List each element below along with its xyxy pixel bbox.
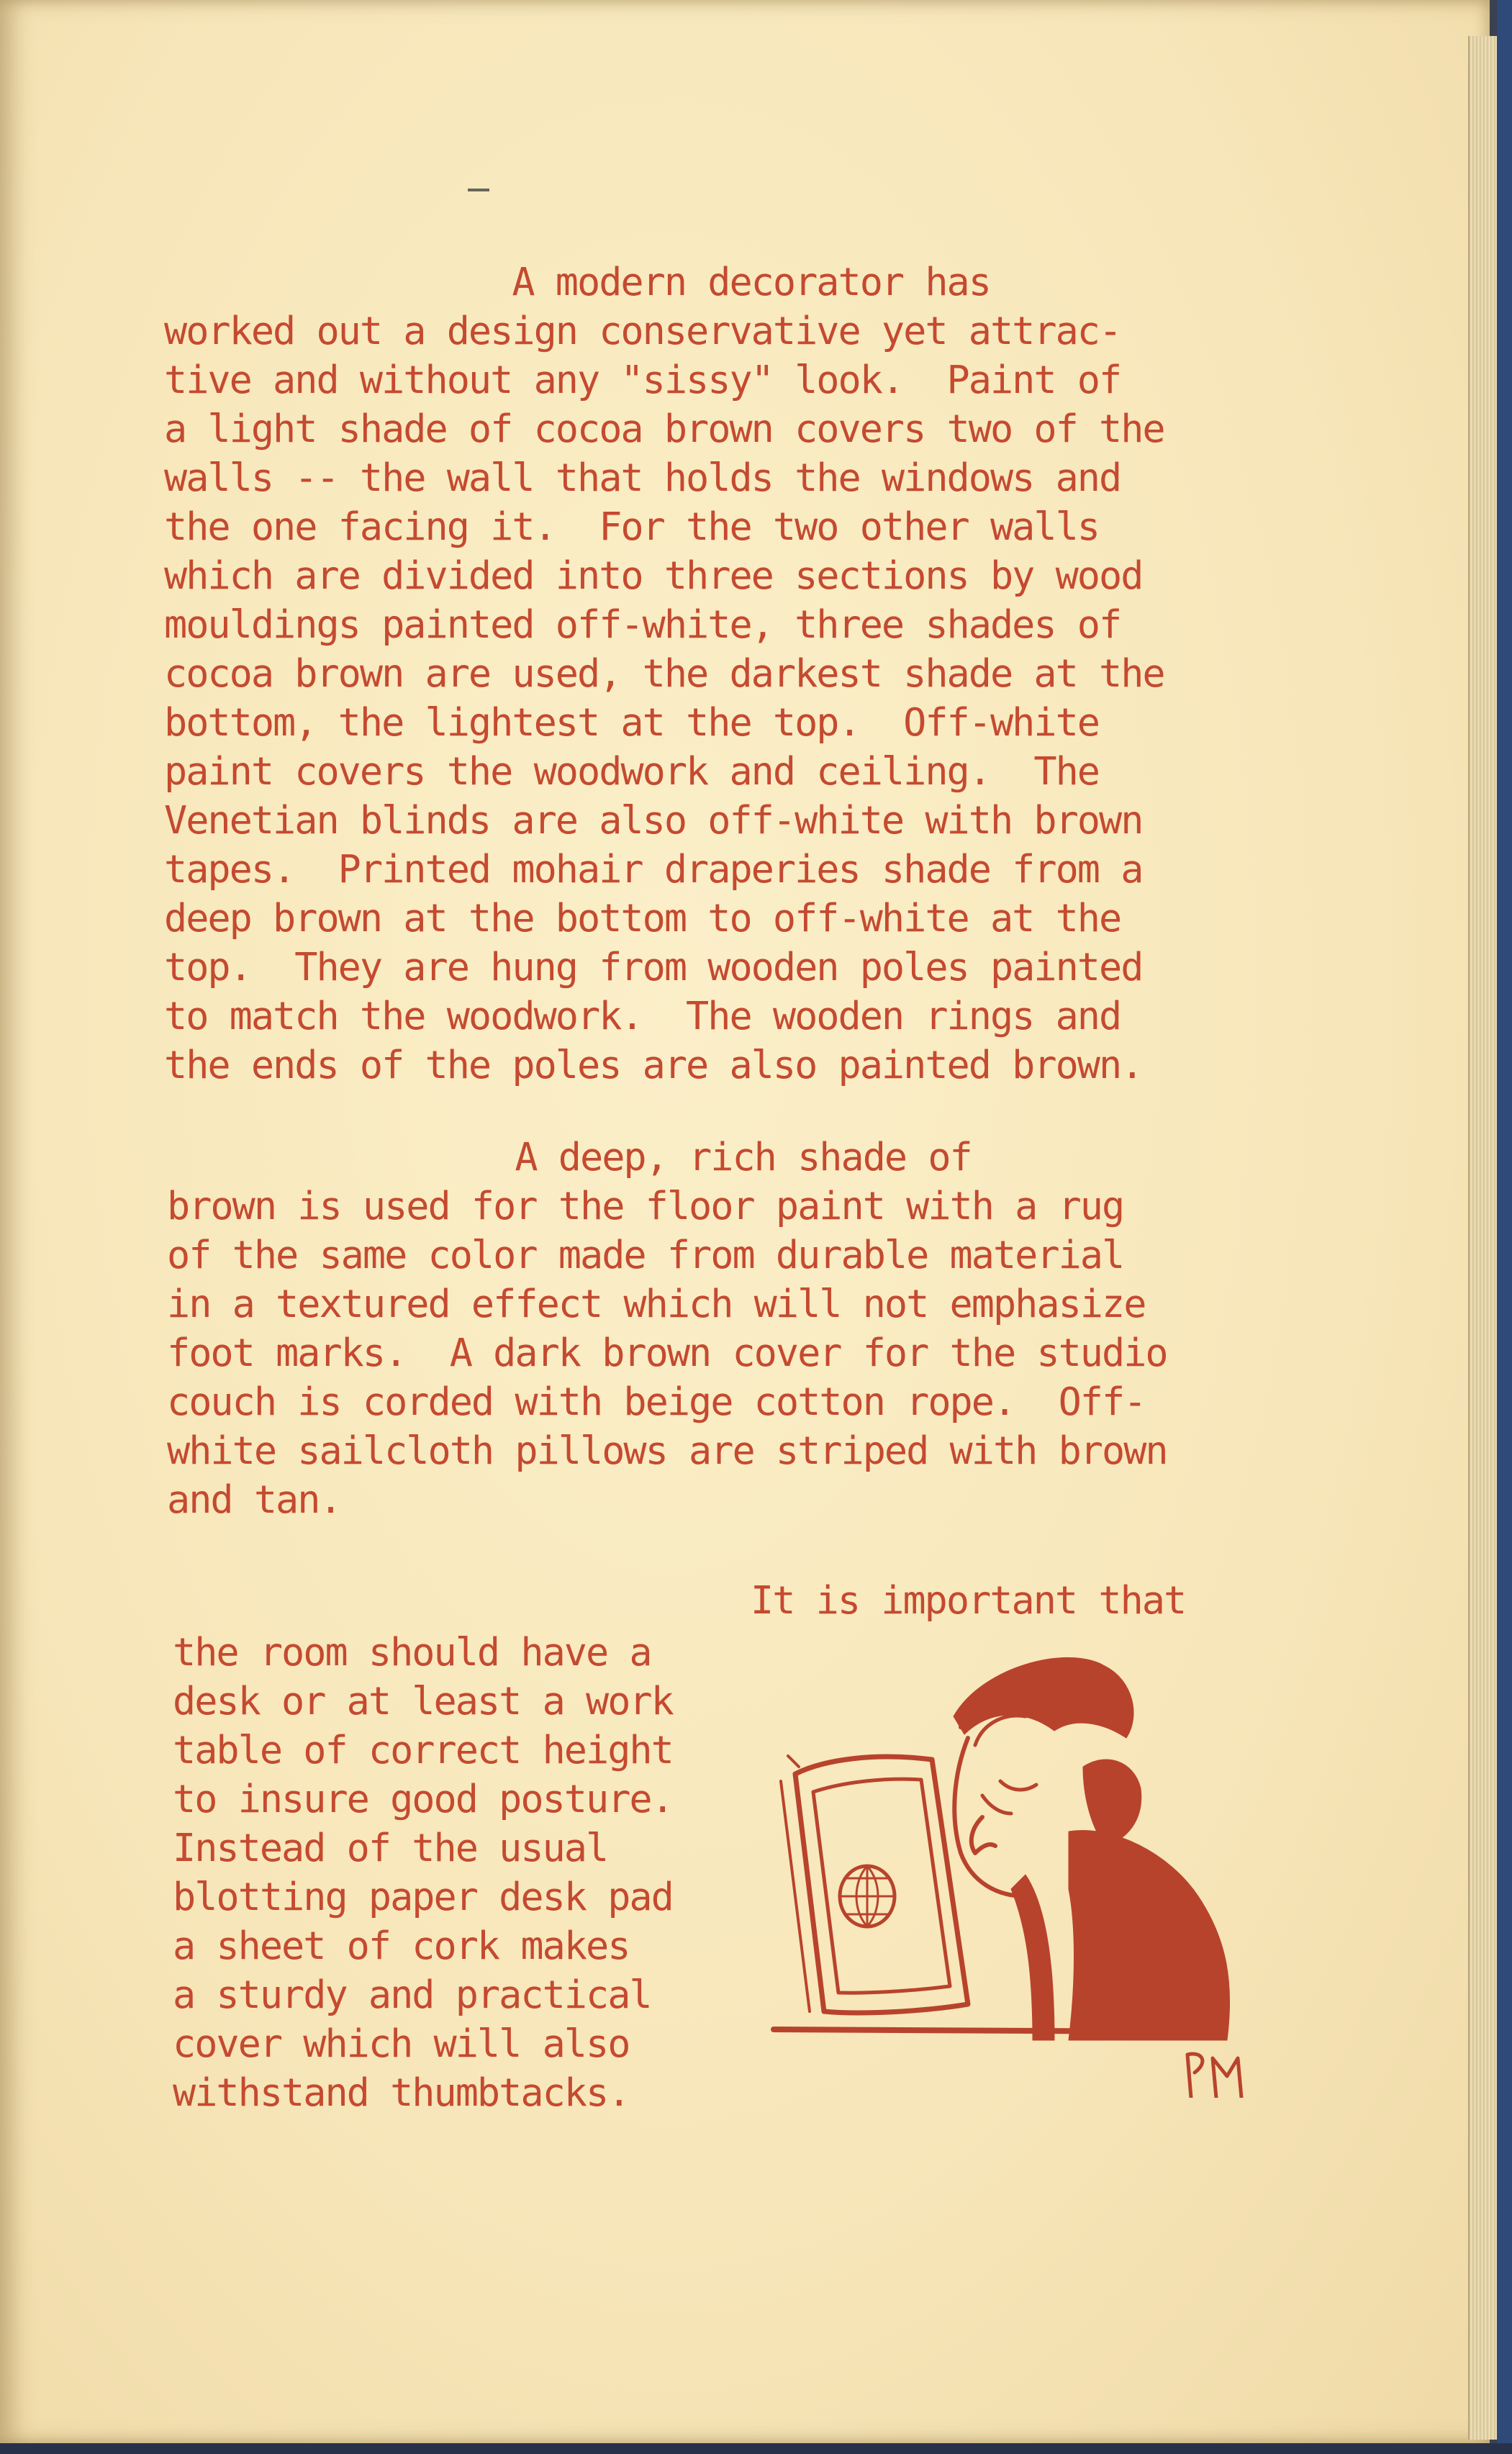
text-line: deep brown at the bottom to off-white at the bbox=[164, 895, 1121, 941]
paragraph-2 bbox=[167, 1133, 1167, 1524]
book-cover-edge bbox=[1497, 0, 1512, 2454]
text-line: cocoa brown are used, the darkest shade at the bbox=[164, 651, 1164, 696]
text-line: the one facing it. For the two other walls bbox=[164, 504, 1100, 549]
paragraph-1 bbox=[164, 258, 1164, 1090]
text-line: white sailcloth pillows are striped with brown bbox=[167, 1428, 1167, 1473]
paragraph-3 bbox=[173, 1628, 673, 2117]
text-line: mouldings painted off-white, three shades of bbox=[164, 602, 1121, 647]
text-line: foot marks. A dark brown cover for the studio bbox=[167, 1330, 1167, 1375]
text-line: the ends of the poles are also painted brown. bbox=[164, 1042, 1143, 1087]
text-line: in a textured effect which will not emphasize bbox=[167, 1281, 1146, 1326]
text-line: brown is used for the floor paint with a rug bbox=[167, 1183, 1124, 1228]
book-bottom-edge bbox=[0, 2443, 1512, 2454]
text-line: a light shade of cocoa brown covers two of the bbox=[164, 406, 1164, 451]
text-line: a sheet of cork makes bbox=[173, 1923, 630, 1968]
stray-mark bbox=[468, 189, 489, 191]
text-line: to insure good posture. bbox=[173, 1776, 673, 1821]
text-line: and tan. bbox=[167, 1477, 341, 1522]
text-line: tive and without any "sissy" look. Paint of bbox=[164, 357, 1121, 402]
text-line: worked out a design conservative yet attrac- bbox=[164, 308, 1121, 353]
text-line: Instead of the usual bbox=[173, 1825, 608, 1870]
text-line: a sturdy and practical bbox=[173, 1972, 651, 2017]
text-line: Venetian blinds are also off-white with brown bbox=[164, 797, 1143, 843]
text-line: top. They are hung from wooden poles painted bbox=[164, 944, 1143, 990]
page-edges bbox=[1468, 36, 1498, 2440]
text-line: withstand thumbtacks. bbox=[173, 2070, 630, 2115]
text-line: bottom, the lightest at the top. Off-white bbox=[164, 699, 1100, 745]
text-line: desk or at least a work bbox=[173, 1678, 673, 1724]
text-line: of the same color made from durable material bbox=[167, 1232, 1124, 1277]
text-line: table of correct height bbox=[173, 1727, 673, 1772]
text-line: walls -- the wall that holds the windows and bbox=[164, 455, 1121, 500]
text-line: the room should have a bbox=[173, 1629, 651, 1675]
text-line: blotting paper desk pad bbox=[173, 1874, 673, 1919]
illustration-man-with-picture bbox=[766, 1637, 1270, 2098]
paragraph-3-first-line: It is important that bbox=[751, 1577, 1186, 1623]
text-line: A deep, rich shade of bbox=[167, 1134, 972, 1180]
text-line: which are divided into three sections by wood bbox=[164, 553, 1143, 598]
text-line: to match the woodwork. The wooden rings and bbox=[164, 993, 1121, 1038]
text-line: couch is corded with beige cotton rope. Off- bbox=[167, 1379, 1146, 1424]
text-line: paint covers the woodwork and ceiling. The bbox=[164, 748, 1100, 794]
text-line: tapes. Printed mohair draperies shade from a bbox=[164, 846, 1143, 892]
text-line: A modern decorator has bbox=[164, 259, 990, 304]
text-line: cover which will also bbox=[173, 2021, 630, 2066]
